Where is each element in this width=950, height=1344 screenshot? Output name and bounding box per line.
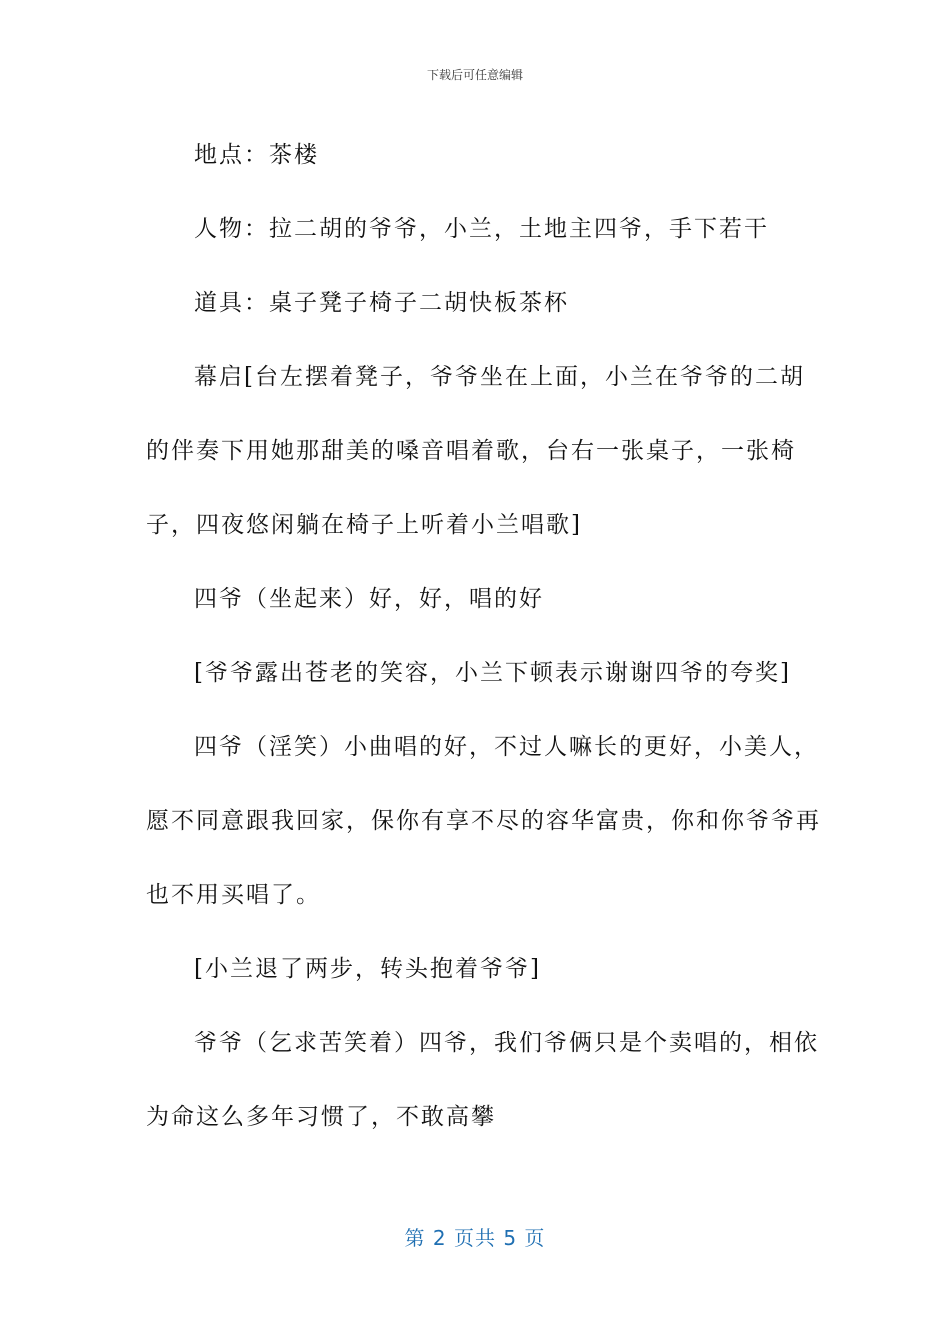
paragraph-characters: 人物：拉二胡的爷爷，小兰，土地主四爷，手下若干 [194,216,769,242]
paragraph-stage-direction: [爷爷露出苍老的笑容，小兰下顿表示谢谢四爷的夸奖] [194,660,791,686]
page-footer: 第 2 页共 5 页 [404,1226,546,1250]
paragraph-stage-direction: [小兰退了两步，转头抱着爷爷] [194,956,541,982]
document-body [146,118,826,1154]
paragraph-location: 地点：茶楼 [194,142,319,168]
paragraph-curtain-opens: 幕启[台左摆着凳子，爷爷坐在上面，小兰在爷爷的二胡的伴奏下用她那甜美的嗓音唱着歌，台右一张桌子，一张椅子，四夜悠闲躺在椅子上听着小兰唱歌] [146,364,805,538]
page-header: 下载后可任意编辑 [426,68,523,82]
paragraph-dialogue: 四爷（坐起来）好，好，唱的好 [194,586,544,612]
paragraph-dialogue: 四爷（淫笑）小曲唱的好，不过人嘛长的更好，小美人，愿不同意跟我回家，保你有享不尽的容华富贵，你和你爷爷再也不用买唱了。 [146,734,821,908]
paragraph-dialogue: 爷爷（乞求苦笑着）四爷，我们爷俩只是个卖唱的，相依为命这么多年习惯了，不敢高攀 [146,1030,819,1130]
paragraph-props: 道具：桌子凳子椅子二胡快板茶杯 [194,290,569,316]
